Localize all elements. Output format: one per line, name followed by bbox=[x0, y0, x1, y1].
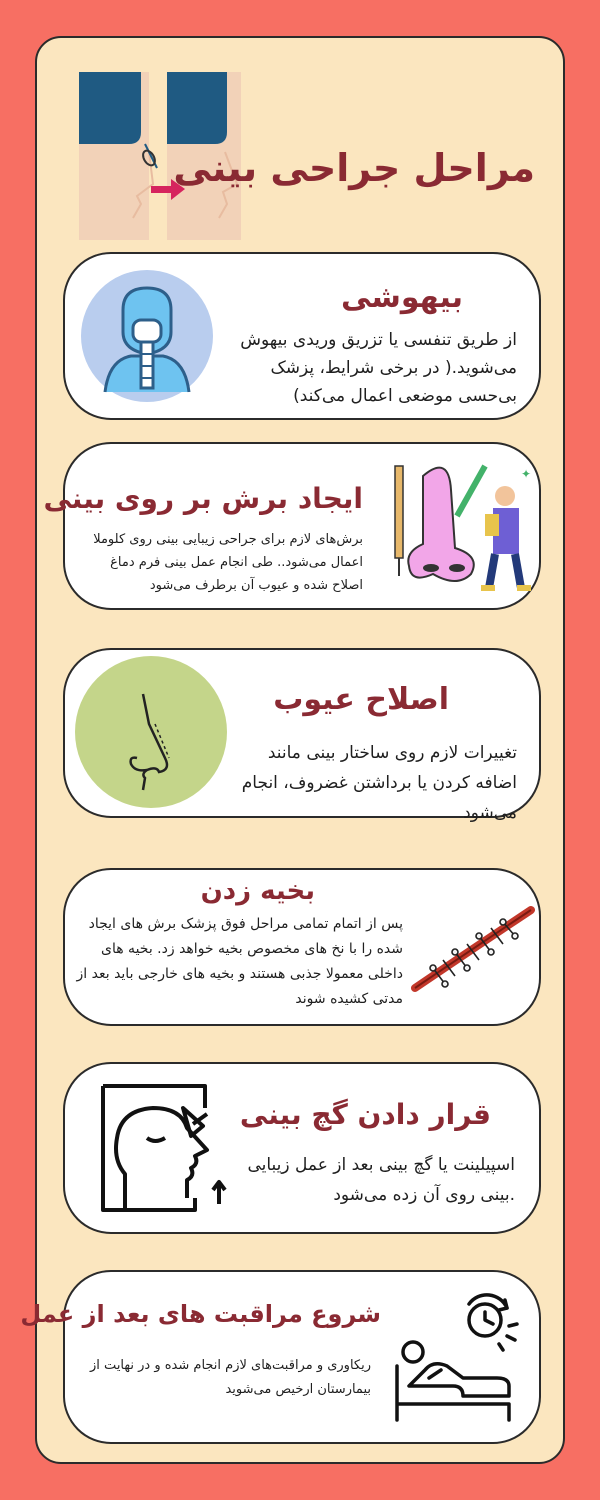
step-description: برش‌های لازم برای جراحی زیبایی بینی روی کلوملا اعمال می‌شود.. طی انجام عمل بینی فرم دماغ اصلاح شده و عیوب آن برطرف می‌شود bbox=[93, 532, 363, 593]
step-description: از طریق تنفسی یا تزریق وریدی بیهوش می‌شوید.( در برخی شرایط، پزشک بی‌حسی موضعی اعمال می‌کند) bbox=[240, 330, 517, 406]
step-title: اصلاح عیوب bbox=[273, 682, 449, 717]
step-title: بخیه زدن bbox=[200, 876, 315, 906]
anesthesia-mask-icon bbox=[79, 268, 215, 404]
step-title: بیهوشی bbox=[341, 280, 463, 315]
step-description: اسپیلینت یا گچ بینی بعد از عمل زیبایی .بینی روی آن زده می‌شود bbox=[247, 1155, 515, 1205]
step-description: پس از اتمام تمامی مراحل فوق پزشک برش های ایجاد شده را با نخ های مخصوص بخیه خواهد زد. بخیه های داخلی معمولا جذبی هستند و بخیه های خارجی باید بعد از مدتی کشیده شوند bbox=[76, 916, 403, 1007]
step-title: ایجاد برش بر روی بینی bbox=[43, 482, 363, 515]
step-card-stitches bbox=[63, 868, 541, 1026]
step-description: تغییرات لازم روی ساختار بینی مانند اضافه کردن یا برداشتن غضروف، انجام می‌شود bbox=[241, 743, 517, 823]
nose-splint-icon bbox=[95, 1078, 235, 1218]
stitches-icon bbox=[411, 900, 535, 998]
step-description: ریکاوری و مراقبت‌های لازم انجام شده و در نهایت از بیمارستان ارخیص می‌شوید bbox=[90, 1358, 371, 1397]
infographic-panel bbox=[20, 36, 565, 1464]
step-card-incision bbox=[43, 442, 541, 610]
svg-text:✦: ✦ bbox=[521, 467, 532, 481]
step-card-correction bbox=[63, 648, 541, 823]
nose-incision-icon bbox=[385, 456, 533, 604]
page-title: مراحل جراحی بینی bbox=[173, 146, 535, 190]
step-title: شروع مراقبت های بعد از عمل bbox=[20, 1300, 381, 1328]
step-title: قرار دادن گچ بینی bbox=[239, 1098, 491, 1131]
nose-profile-icon bbox=[73, 654, 229, 810]
recovery-bed-icon bbox=[389, 1286, 529, 1432]
step-card-aftercare bbox=[20, 1270, 541, 1444]
step-card-anesthesia bbox=[63, 252, 541, 420]
step-card-splint bbox=[63, 1062, 541, 1234]
